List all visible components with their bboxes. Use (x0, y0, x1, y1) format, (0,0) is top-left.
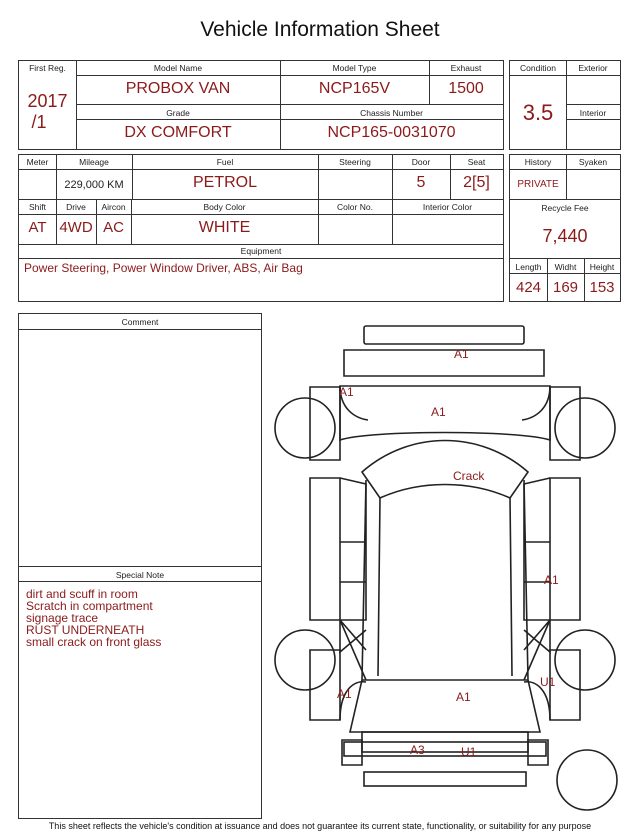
body-color-value: WHITE (198, 219, 251, 236)
door-value: 5 (416, 174, 426, 191)
front-bumper (364, 326, 524, 344)
rear-bumper (344, 742, 546, 756)
aircon-value: AC (103, 219, 124, 236)
length-value: 424 (515, 279, 542, 296)
first-reg-label: First Reg. (29, 63, 66, 73)
chassis-value: NCP165-0031070 (327, 124, 456, 141)
recycle-fee-label: Recycle Fee (541, 203, 589, 213)
car-damage-diagram (270, 320, 630, 820)
special-note-line: dirt and scuff in room (26, 587, 138, 601)
condition-box (509, 60, 621, 150)
damage-mark-rear-bumper-u: U1 (461, 745, 477, 759)
specs-box (18, 154, 504, 302)
damage-mark-front-left: A1 (339, 385, 354, 399)
wheel-arch-rear (340, 682, 550, 720)
roof-rails (378, 498, 512, 676)
exhaust-value: 1500 (448, 80, 484, 97)
interior-color-label: Interior Color (422, 202, 473, 212)
hood-panel (344, 350, 544, 376)
damage-mark-hood: A1 (454, 347, 469, 361)
chassis-label: Chassis Number (360, 108, 423, 118)
exhaust-label: Exhaust (450, 63, 482, 73)
comment-label: Comment (121, 317, 159, 327)
steering-label: Steering (339, 157, 371, 167)
left-door-split (340, 542, 366, 582)
rear-step (364, 772, 526, 786)
damage-mark-rear-left: A1 (337, 687, 352, 701)
damage-mark-tailgate: A1 (456, 690, 471, 704)
width-value: 169 (552, 279, 579, 296)
condition-label: Condition (520, 63, 556, 73)
color-no-label: Color No. (337, 202, 373, 212)
cabin-outline (362, 480, 528, 680)
wheel-rear-right (555, 630, 615, 690)
page-title: Vehicle Information Sheet (200, 18, 440, 41)
right-side-panel (550, 478, 580, 620)
damage-mark-windshield: Crack (453, 469, 485, 483)
height-label: Height (589, 262, 615, 272)
first-reg-month: /1 (31, 112, 47, 132)
right-front-door (524, 478, 550, 620)
special-note-line: RUST UNDERNEATH (26, 623, 145, 637)
equipment-label: Equipment (240, 246, 282, 256)
wheel-front-right (555, 398, 615, 458)
wheel-arch-front-right (522, 386, 550, 420)
special-note-line: Scratch in compartment (26, 599, 153, 613)
history-value: PRIVATE (517, 179, 559, 190)
exterior-label: Exterior (578, 63, 608, 73)
model-type-value: NCP165V (318, 80, 391, 97)
length-label: Length (515, 262, 542, 272)
seat-value: 2[5] (463, 174, 490, 191)
damage-mark-rear-bumper-a: A3 (410, 743, 425, 757)
drive-value: 4WD (59, 219, 93, 236)
mileage-label: Mileage (79, 157, 109, 167)
damage-mark-rear-right: U1 (540, 675, 556, 689)
left-front-door (340, 478, 366, 620)
special-note-line: small crack on front glass (26, 635, 162, 649)
meter-label: Meter (26, 157, 49, 167)
grade-value: DX COMFORT (124, 124, 232, 141)
width-label: Widht (554, 262, 577, 272)
shift-label: Shift (28, 202, 46, 212)
damage-mark-front-center: A1 (431, 405, 446, 419)
spare-wheel (557, 750, 617, 810)
wheel-rear-left (275, 630, 335, 690)
condition-score: 3.5 (522, 100, 554, 125)
side-info-box (509, 154, 621, 302)
model-type-label: Model Type (332, 63, 377, 73)
comment-box (18, 313, 262, 819)
door-label: Door (411, 157, 431, 167)
grade-label: Grade (166, 108, 190, 118)
wheel-front-left (275, 398, 335, 458)
left-side-panel (310, 478, 340, 620)
drive-label: Drive (66, 202, 86, 212)
fuel-label: Fuel (216, 157, 234, 167)
equipment-value: Power Steering, Power Window Driver, ABS, Air Bag (24, 261, 303, 275)
first-reg-year: 2017 (27, 91, 68, 111)
model-name-label: Model Name (153, 63, 203, 73)
tailgate (350, 680, 540, 732)
shift-value: AT (28, 219, 47, 236)
seat-label: Seat (467, 157, 486, 167)
special-note-line: signage trace (26, 611, 99, 625)
windshield (362, 441, 528, 499)
history-label: History (524, 157, 552, 167)
syaken-label: Syaken (578, 157, 608, 167)
special-note-label: Special Note (115, 570, 165, 580)
damage-mark-right-side: A1 (544, 573, 559, 587)
front-right-fender (550, 387, 580, 460)
model-name-value: PROBOX VAN (125, 80, 231, 97)
body-color-label: Body Color (203, 202, 246, 212)
height-value: 153 (589, 279, 615, 296)
mileage-value: 229,000 KM (64, 179, 124, 191)
interior-label: Interior (579, 108, 607, 118)
aircon-label: Aircon (101, 202, 126, 212)
front-left-fender (310, 387, 340, 460)
vehicle-info-box (18, 60, 504, 150)
recycle-fee-value: 7,440 (542, 226, 588, 246)
fuel-value: PETROL (192, 174, 257, 191)
disclaimer-footer: This sheet reflects the vehicle's condition at issuance and does not guarantee its current state, functionality, or suitability for any purpose (48, 821, 592, 831)
